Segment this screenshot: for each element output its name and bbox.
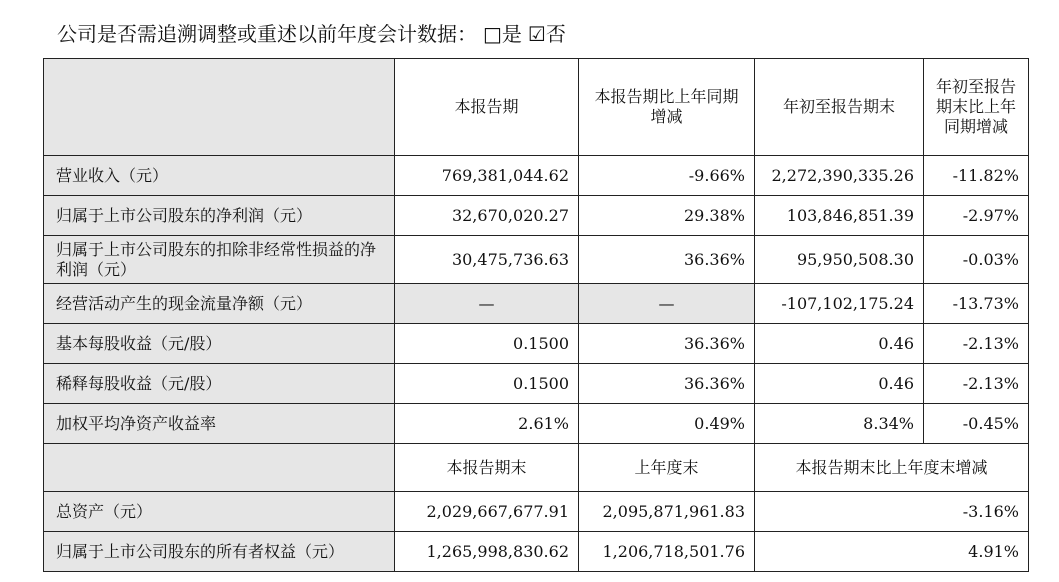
row-label: 归属于上市公司股东的净利润（元） <box>44 196 395 236</box>
table-header-row <box>44 59 1029 156</box>
financial-data-table <box>43 58 1029 572</box>
cell-current: — <box>395 284 579 324</box>
intro-statement <box>57 20 566 48</box>
header-prior-year-end: 上年度末 <box>579 444 755 492</box>
cell-end-change: 4.91% <box>755 532 1029 572</box>
cell-ytd-change: -0.45% <box>924 404 1029 444</box>
row-label: 经营活动产生的现金流量净额（元） <box>44 284 395 324</box>
cell-ytd: 95,950,508.30 <box>755 236 924 284</box>
cell-current: 2.61% <box>395 404 579 444</box>
cell-ytd-change: -11.82% <box>924 156 1029 196</box>
cell-ytd: 0.46 <box>755 324 924 364</box>
table-row <box>44 236 1029 284</box>
row-label: 加权平均净资产收益率 <box>44 404 395 444</box>
cell-ytd-change: -0.03% <box>924 236 1029 284</box>
option-yes: □是 <box>483 22 522 46</box>
row-label: 稀释每股收益（元/股） <box>44 364 395 404</box>
table-row <box>44 532 1029 572</box>
cell-prior-year-end: 1,206,718,501.76 <box>579 532 755 572</box>
table-row <box>44 196 1029 236</box>
row-label: 营业收入（元） <box>44 156 395 196</box>
header-ytd-change: 年初至报告期末比上年同期增减 <box>924 59 1029 156</box>
cell-ytd: 2,272,390,335.26 <box>755 156 924 196</box>
row-label: 总资产（元） <box>44 492 395 532</box>
table-row <box>44 284 1029 324</box>
cell-ytd-change: -13.73% <box>924 284 1029 324</box>
cell-current: 32,670,020.27 <box>395 196 579 236</box>
header-cell-empty <box>44 59 395 156</box>
cell-period-end: 1,265,998,830.62 <box>395 532 579 572</box>
table-row <box>44 404 1029 444</box>
option-no: ☑否 <box>527 22 566 46</box>
header-end-change: 本报告期末比上年度末增减 <box>755 444 1029 492</box>
cell-change: 36.36% <box>579 236 755 284</box>
row-label: 基本每股收益（元/股） <box>44 324 395 364</box>
table-row <box>44 364 1029 404</box>
cell-end-change: -3.16% <box>755 492 1029 532</box>
cell-change: 0.49% <box>579 404 755 444</box>
cell-change: 36.36% <box>579 364 755 404</box>
cell-current: 30,475,736.63 <box>395 236 579 284</box>
table-row <box>44 492 1029 532</box>
row-label: 归属于上市公司股东的所有者权益（元） <box>44 532 395 572</box>
intro-text: 公司是否需追溯调整或重述以前年度会计数据： <box>57 22 477 46</box>
cell-change: -9.66% <box>579 156 755 196</box>
header-period-end: 本报告期末 <box>395 444 579 492</box>
cell-ytd: 0.46 <box>755 364 924 404</box>
cell-current: 0.1500 <box>395 364 579 404</box>
cell-ytd-change: -2.97% <box>924 196 1029 236</box>
cell-period-end: 2,029,667,677.91 <box>395 492 579 532</box>
cell-change: — <box>579 284 755 324</box>
cell-ytd-change: -2.13% <box>924 364 1029 404</box>
table-row <box>44 324 1029 364</box>
cell-ytd: 8.34% <box>755 404 924 444</box>
header-ytd: 年初至报告期末 <box>755 59 924 156</box>
table-row <box>44 156 1029 196</box>
header-cell-empty <box>44 444 395 492</box>
cell-change: 29.38% <box>579 196 755 236</box>
cell-change: 36.36% <box>579 324 755 364</box>
cell-ytd: -107,102,175.24 <box>755 284 924 324</box>
cell-current: 769,381,044.62 <box>395 156 579 196</box>
header-period-change: 本报告期比上年同期增减 <box>579 59 755 156</box>
cell-current: 0.1500 <box>395 324 579 364</box>
cell-ytd-change: -2.13% <box>924 324 1029 364</box>
header-current-period: 本报告期 <box>395 59 579 156</box>
row-label: 归属于上市公司股东的扣除非经常性损益的净利润（元） <box>44 236 395 284</box>
table-header-row-balance <box>44 444 1029 492</box>
cell-ytd: 103,846,851.39 <box>755 196 924 236</box>
cell-prior-year-end: 2,095,871,961.83 <box>579 492 755 532</box>
